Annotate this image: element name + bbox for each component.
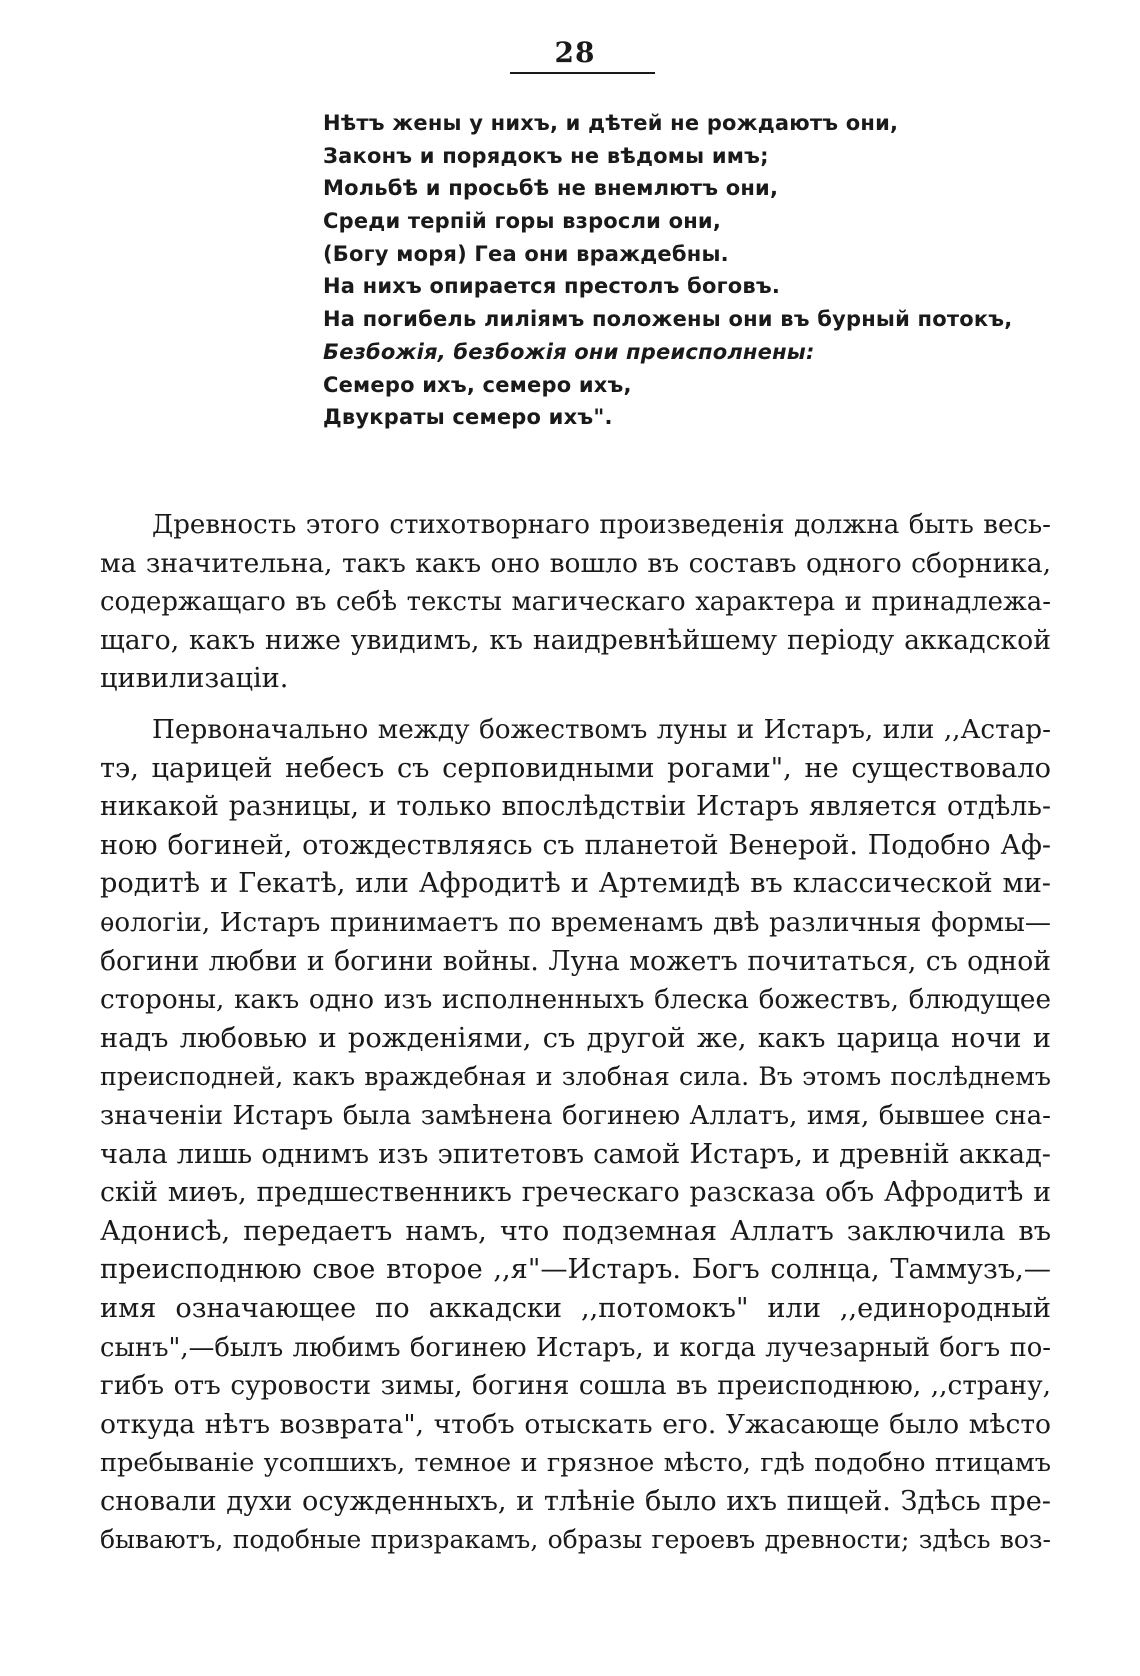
poem-line: Безбожія, безбожія они преисполнены: xyxy=(323,339,815,364)
poem-line: Законъ и порядокъ не вѣдомы имъ; xyxy=(323,143,769,168)
poem-line: Мольбѣ и просьбѣ не внемлютъ они, xyxy=(323,176,779,201)
paragraph-line: цивилизаціи. xyxy=(100,663,289,695)
paragraph-line: сынъ",—былъ любимъ богинею Истаръ, и когда лучезарный богъ по- xyxy=(100,1332,1051,1363)
paragraph-line: откуда нѣтъ возврата", чтобъ отыскать его. Ужасающе было мѣсто xyxy=(100,1408,1051,1440)
paragraph-line: содержащаго въ себѣ тексты магическаго характера и принадлежа- xyxy=(100,587,1051,618)
page-number-rule xyxy=(510,72,655,74)
paragraph-line: преисподней, какъ враждебная и злобная сила. Въ этомъ послѣднемъ xyxy=(100,1062,1051,1092)
paragraph-line: родитѣ и Гекатѣ, или Афродитѣ и Артемидѣ въ классической ми- xyxy=(100,868,1051,900)
paragraph-line: надъ любовью и рожденіями, съ другой же, какъ царица ночи и xyxy=(100,1022,1051,1054)
paragraph-line: тэ, царицей небесъ съ серповидными рогами", не существовало xyxy=(100,752,1051,784)
paragraph-line: сновали духи осужденныхъ, и тлѣніе было ихъ пищей. Здѣсь пре- xyxy=(100,1485,1051,1517)
paragraph-line: имя означающее по аккадски ,,потомокъ" или ,,единородный xyxy=(100,1292,1051,1324)
paragraph-line: пребываніе усопшихъ, темное и грязное мѣсто, гдѣ подобно птицамъ xyxy=(100,1448,1051,1479)
poem-line: На погибель лиліямъ положены они въ бурный потокъ, xyxy=(323,307,1013,332)
poem-stanza xyxy=(323,107,1083,434)
page-number: 28 xyxy=(554,36,596,69)
poem-line: (Богу моря) Геа они враждебны. xyxy=(323,241,729,266)
paragraph-line: скій миѳъ, предшественникъ греческаго разсказа объ Афродитѣ и xyxy=(100,1177,1051,1209)
paragraph-line: бываютъ, подобные призракамъ, образы героевъ древности; здѣсь воз- xyxy=(100,1525,1051,1555)
poem-line: Двукраты семеро ихъ". xyxy=(323,405,613,430)
paragraph-line: стороны, какъ одно изъ исполненныхъ блеска божествъ, блюдущее xyxy=(100,985,1051,1016)
paragraph-line: щаго, какъ ниже увидимъ, къ наидревнѣйшему періоду аккадской xyxy=(100,624,1051,656)
paragraph-line: ною богиней, отождествляясь съ планетой Венерой. Подобно Аф- xyxy=(100,829,1051,861)
paragraph-line: значеніи Истаръ была замѣнена богинею Аллатъ, имя, бывшее сна- xyxy=(100,1100,1051,1131)
poem-line: На нихъ опирается престолъ боговъ. xyxy=(323,274,781,299)
paragraph-istar xyxy=(100,711,1051,1560)
poem-line: Среди терпій горы взросли они, xyxy=(323,209,722,234)
paragraph-line: преисподнюю свое второе ,,я"—Истаръ. Богъ солнца, Таммузъ,— xyxy=(100,1254,1051,1286)
paragraph-line: никакой разницы, и только впослѣдствіи Истаръ является отдѣль- xyxy=(100,791,1051,823)
paragraph-line: Первоначально между божествомъ луны и Истаръ, или ,,Астар- xyxy=(152,715,1051,745)
paragraph-line: ма значительна, такъ какъ оно вошло въ составъ одного сборника, xyxy=(100,547,1051,579)
poem-line: Семеро ихъ, семеро ихъ, xyxy=(323,372,632,397)
paragraph-line: Адонисѣ, передаетъ намъ, что подземная Аллатъ заключила въ xyxy=(100,1215,1051,1247)
paragraph-line: чала лишь однимъ изъ эпитетовъ самой Истаръ, и древній аккад- xyxy=(100,1138,1051,1170)
paragraph-line: гибъ отъ суровости зимы, богиня сошла въ преисподнюю, ,,страну, xyxy=(100,1371,1051,1402)
paragraph-line: богини любви и богини войны. Луна можетъ почитаться, съ одной xyxy=(100,945,1051,977)
paragraph-line: Древность этого стихотворнаго произведенія должна быть весь- xyxy=(152,510,1051,540)
paragraph-line: ѳологіи, Истаръ принимаетъ по временамъ двѣ различныя формы— xyxy=(100,907,1051,938)
paragraph-antiquity xyxy=(100,506,1051,699)
poem-line: Нѣтъ жены у нихъ, и дѣтей не рождаютъ они, xyxy=(323,111,899,135)
